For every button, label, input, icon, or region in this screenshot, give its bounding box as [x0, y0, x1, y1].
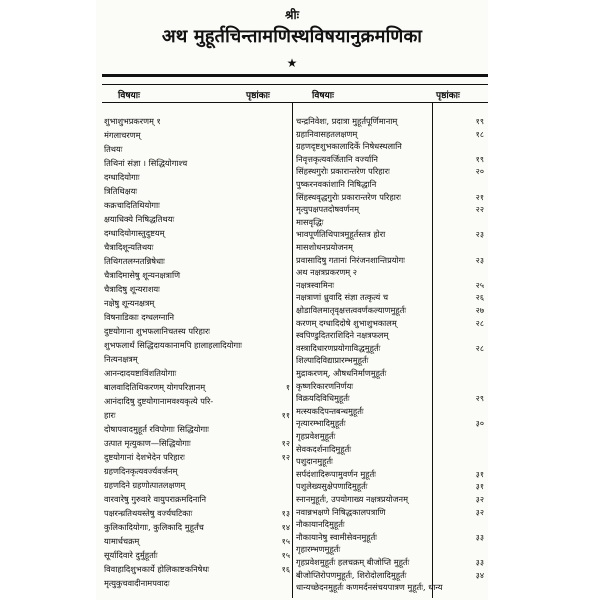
entry-page-number: १२ [281, 453, 290, 462]
index-page [96, 0, 488, 600]
entry-subject: मुद्राकरणम्, औषधनिर्माणमुहूर्तः [296, 368, 387, 378]
entry-subject: नौकायानदिमुहूर्तः [296, 519, 345, 530]
entry-subject: आनन्दादयष्टाविंशतियोगाः [104, 368, 177, 378]
index-entry [104, 548, 290, 563]
entry-subject: मंगलाचरणम् [104, 130, 141, 140]
index-entry [104, 310, 290, 325]
entry-subject: विवाहादिशुभकार्ये होलिकाष्टकनिषेधः [104, 564, 210, 574]
entry-page-number: १५ [281, 537, 290, 546]
left-subject-header: विषयाः [118, 91, 140, 101]
index-entry [104, 338, 290, 353]
entry-subject: अथ नक्षत्रप्रकरणम् २ [296, 267, 357, 278]
entry-page-number: १८ [475, 129, 484, 139]
column-header-rule [102, 102, 488, 103]
index-entry [104, 394, 290, 409]
index-entry [104, 520, 290, 535]
entry-subject: सूर्यादिवारे दुर्मुहूर्ताः [104, 550, 158, 560]
left-page-header: पृष्ठांकाः [246, 91, 270, 101]
entry-page-number: १४ [281, 523, 290, 532]
entry-subject: बालवादितिथिकरणम् योगपरिज्ञानम् [104, 382, 206, 392]
entry-subject: सर्पदंशादिरूपामुवर्णन मुहूर्तः [296, 468, 376, 479]
entry-subject: गृहारम्भणमुहूर्तः [296, 544, 341, 555]
index-entry [104, 170, 290, 185]
entry-page-number: २९ [475, 394, 484, 404]
entry-page-number: १९ [475, 117, 484, 126]
entry-page-number: २३ [475, 230, 484, 240]
entry-subject: चैत्रादिमासेषु शून्यनक्षत्राणि [104, 270, 181, 280]
entry-subject: नक्षेषु शून्यनक्षत्रम् [104, 298, 155, 308]
index-entry [104, 506, 290, 521]
entry-subject: पशुलेख्यसुक्षेपणादिमुहूर्तः [296, 481, 368, 492]
entry-subject: नृत्यारम्भादिमुहूर्तः [296, 418, 346, 429]
entry-subject: कुलिकादियोगाः, कुलिकादि मुहूर्तंच [104, 522, 204, 532]
entry-subject: ग्रहणदिने ग्रहणोत्पातलक्षणम् [104, 480, 186, 490]
index-entry [104, 464, 290, 479]
entry-page-number: १२ [281, 439, 290, 448]
index-entry [104, 352, 290, 367]
index-entry [104, 198, 290, 213]
entry-subject: शुभाशुभप्रकरणम् १ [104, 116, 161, 126]
index-entry [104, 366, 290, 381]
entry-subject: मृत्युपक्षपतदोषवर्णनम् [296, 204, 359, 215]
entry-subject: दुष्टयोगाना शुभफलानिचतस्य परिहारः [104, 326, 210, 336]
index-entry [104, 478, 290, 493]
page-title: अथ मुहूर्तचिन्तामणिस्थविषयानुक्रमणिका [161, 26, 423, 47]
index-entry [104, 324, 290, 339]
index-entry [104, 408, 290, 423]
entry-subject: दग्धादियोगाः [104, 172, 140, 182]
entry-subject: पशुदानमुहूर्तः [296, 456, 333, 467]
entry-subject: सिंहस्थगुरोः प्रकारान्तरेण परिहारः [296, 166, 390, 177]
index-entry [104, 282, 290, 297]
entry-subject: बीजोप्तिरोपणमुहूर्तः, शिरोदोलादिमुहूर्तः [296, 569, 407, 580]
column-divider [292, 102, 293, 598]
entry-subject: कक्रचादितिथियोगाः [104, 200, 160, 210]
index-entry [104, 184, 290, 199]
index-entry [104, 492, 290, 507]
index-entry [296, 580, 484, 595]
entry-subject: ग्रहणदृष्टशुभकालादिर्के निषेधस्थलानि [296, 141, 402, 152]
entry-page-number: २३ [475, 255, 484, 265]
entry-subject: विषनाडिकाः दग्धलग्नानि [104, 312, 175, 322]
entry-subject: सिंहस्थवृद्धगुरोः प्रकारान्तरेण परिहारः [296, 191, 401, 202]
entry-subject: दोषापवादमुहूर्त रविपोगाः सिद्धियोगाः [104, 424, 209, 434]
entry-subject: नक्षत्राणां ध्रुवादि संज्ञा तत्कृत्यं च [296, 292, 389, 303]
entry-subject: विक्रयदिविधिमुहूर्तः [296, 393, 350, 404]
entry-subject: चैत्रादिशून्यतिथयः [104, 242, 154, 252]
entry-subject: करणम् दग्धादिदोषे शुभाशुभकालम् [296, 317, 397, 328]
entry-page-number: १६ [281, 565, 290, 574]
entry-subject: ग्रहणदिनकृत्यवर्ज्यवर्जनम् [104, 466, 178, 476]
entry-page-number: २८ [475, 318, 484, 328]
entry-subject: मासवृद्धिः [296, 216, 324, 227]
entry-subject: नवान्नभक्षणे निषिद्धकालपत्राणि [296, 506, 386, 517]
entry-page-number: ३० [475, 419, 484, 429]
entry-subject: पक्षरन्ध्रतिथयस्तेषु वर्ज्यघटिकाः [104, 508, 193, 518]
entry-subject: मत्स्यकदिपन्तबन्धमुहूर्तः [296, 405, 364, 416]
invocation-text: श्रीः [284, 8, 300, 22]
entry-page-number: ३२ [475, 495, 484, 504]
right-page-header: पृष्ठांकाः [436, 91, 460, 101]
entry-page-number: १५ [281, 551, 290, 560]
index-entry [104, 436, 290, 451]
entry-page-number: ३१ [475, 482, 484, 492]
index-entry [104, 142, 290, 157]
header-rule [102, 84, 488, 85]
entry-subject: नौकायानेषु स्वामीसेवनमुहूर्तः [296, 531, 377, 542]
entry-subject: क्षोडाविलमातृवृक्षत्तत्ववर्णकल्याणमुहूर्तः [296, 305, 407, 315]
entry-subject: सेवकदर्शनादिमुहूर्तः [296, 443, 351, 454]
entry-page-number: ३३ [475, 558, 484, 567]
index-entry [104, 114, 290, 129]
entry-subject: दग्धादियोगास्तुदुष्टयम् [104, 228, 165, 238]
entry-subject: नक्षत्रस्वामिनः [296, 279, 335, 290]
entry-subject: कृष्णरिकारणनिर्णयः [296, 380, 353, 391]
entry-subject: नित्यनक्षत्रम् [104, 354, 138, 364]
entry-page-number: ३३ [475, 532, 484, 542]
entry-page-number: २८ [475, 343, 484, 353]
index-entry [104, 226, 290, 241]
index-entry [104, 534, 290, 549]
entry-subject: शुभफलार्थं सिद्धिदायकानामपि हालाहलादियोगाः [104, 340, 242, 350]
right-subject-header: विषयाः [312, 91, 334, 101]
entry-page-number: १ [285, 383, 290, 392]
entry-subject: चैत्रादिषु शून्यराशयः [104, 284, 160, 294]
entry-subject: वारवारेषु गुरुवारे वायुपराक्रमदिनानि [104, 494, 207, 504]
entry-page-number: १९ [475, 154, 484, 164]
entry-subject: हारः [104, 410, 116, 420]
entry-page-number: ११ [281, 411, 290, 420]
star-ornament-icon: ★ [286, 56, 298, 70]
entry-page-number: २० [475, 167, 484, 177]
entry-subject: तिथिगतलग्नतन्निषेधाः [104, 256, 165, 266]
heavy-rule [102, 74, 488, 77]
entry-page-number: १३ [281, 509, 290, 518]
entry-subject: आनंदादिषु दुष्टयोगानामवश्यकृत्ये परि- [104, 396, 214, 406]
entry-subject: गृहप्रवेशमुहूर्तः हलचक्रम् बीजोप्ति मुहूर्तः [296, 557, 410, 567]
entry-page-number: २१ [475, 192, 484, 202]
entry-subject: उत्पात मृत्युकाण—सिद्धियोगाः [104, 438, 191, 448]
index-entry [104, 380, 290, 395]
entry-subject: पुष्करनवकांशानि निषिद्धानि [296, 179, 377, 189]
index-entry [104, 422, 290, 437]
index-entry [104, 268, 290, 283]
entry-page-number: २५ [475, 280, 484, 290]
index-entry [104, 296, 290, 311]
index-entry [104, 156, 290, 171]
entry-page-number: २७ [475, 306, 484, 315]
index-entry [104, 240, 290, 255]
index-entry [104, 576, 290, 591]
entry-subject: चन्द्रनिवेशः, प्रदात्रा मुहूर्तपूर्णिमानाम् [296, 116, 398, 126]
entry-subject: स्नानमुहूर्तः, उपयोगाख्य नक्षत्रप्रयोजनम् [296, 494, 408, 504]
entry-subject: प्रवासादिषु गतानां निरंजनशान्तिप्रयोगः [296, 254, 405, 265]
entry-page-number: ३२ [475, 507, 484, 517]
entry-subject: मृत्युकुचवादीनामपवादः [104, 578, 170, 588]
entry-page-number: ३१ [475, 469, 484, 479]
index-entry [104, 212, 290, 227]
entry-page-number: ३४ [475, 570, 484, 580]
entry-subject: यामार्धचक्रम् [104, 536, 140, 546]
index-entry [104, 128, 290, 143]
entry-subject: गृहप्रवेशमुहूर्तः [296, 431, 336, 441]
entry-subject: त्रितिथिक्षयः [104, 186, 138, 196]
index-entry [104, 450, 290, 465]
entry-subject: मासशोधनप्रयोजनम् [296, 242, 353, 252]
entry-subject: धान्यच्छेदनमुहूर्तः कणमर्दनसंचयपात्रण मुहूर्तः, धान्य [296, 582, 443, 593]
entry-page-number: २६ [475, 293, 484, 303]
entry-page-number: २२ [475, 205, 484, 215]
entry-subject: भावपूर्णतिथिपात्रमुहूर्तस्तत्र होरा [296, 229, 386, 240]
entry-subject: ग्रहानिवासहतलक्षणम् [296, 128, 358, 139]
index-entry [104, 562, 290, 577]
index-entry [104, 254, 290, 269]
entry-subject: निवृत्तकृत्यवर्जितानि वर्ज्यानि [296, 153, 378, 164]
entry-subject: स्वपिण्डुदितराशिदिने नक्षत्रफलम् [296, 330, 389, 341]
entry-subject: क्षयाधिक्ये निषिद्धतिथयः [104, 214, 175, 224]
entry-subject: दुष्टयोगानां देशभेदेन परिहारः [104, 452, 185, 462]
entry-subject: तिथिनां संज्ञा । सिद्धियोगाश्च [104, 158, 188, 168]
entry-subject: तिथयः [104, 144, 123, 154]
entry-subject: शिल्पादिविद्याप्रारम्भमुहूर्तः [296, 355, 369, 366]
entry-subject: वस्त्रादिधारणप्रयोगाविद्धमुहूर्तः [296, 342, 381, 353]
